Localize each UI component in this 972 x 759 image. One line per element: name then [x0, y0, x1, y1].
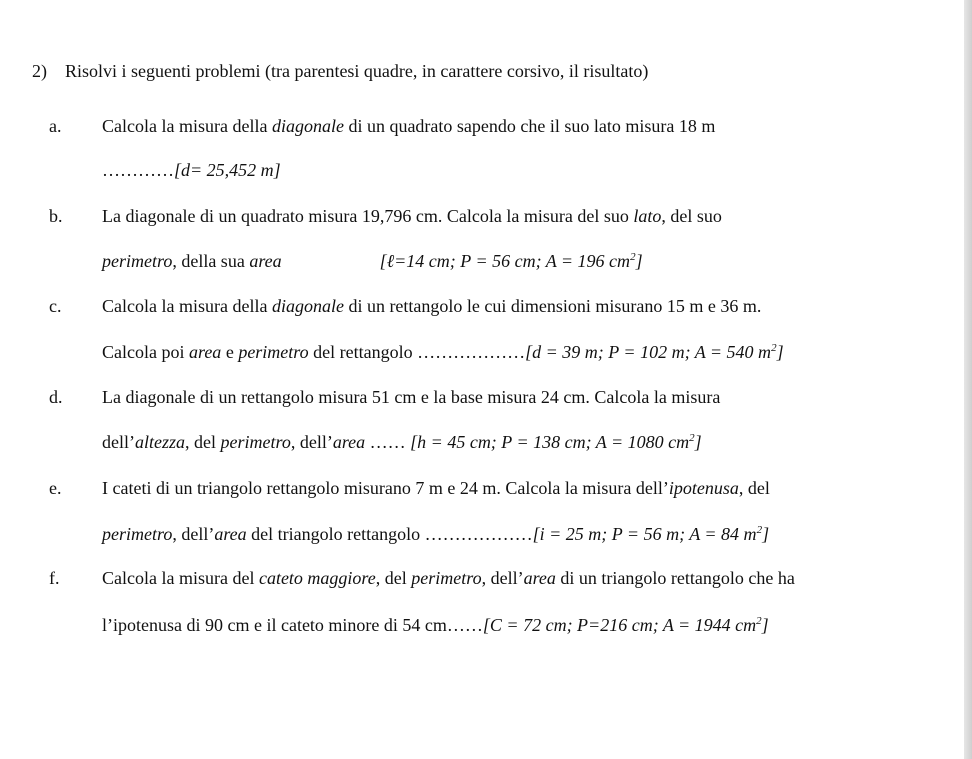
problem-f-letter: f. — [49, 568, 60, 588]
problem-a-answer-line — [102, 160, 281, 181]
problem-b-text: La diagonale di un quadrato misura 19,796 cm. Calcola la misura del suo lato, del suo — [102, 206, 722, 226]
problem-c-letter: c. — [49, 296, 62, 316]
problem-d-letter: d. — [49, 387, 63, 407]
problem-e-letter: e. — [49, 478, 62, 498]
problem-b-answer: [ℓ=14 cm; P = 56 cm; A = 196 $cm^2$] — [379, 251, 643, 271]
problem-a-answer: [d= 25,452 m] — [174, 160, 281, 180]
problem-f-answer-line: l’ipotenusa di 90 cm e il cateto minore di 54 cm……[C = 72 cm; P=216 cm; A = 1944 $cm^2$] — [102, 615, 769, 635]
problem-c-answer: [d = 39 m; P = 102 m; A = 540 $m^2$] — [525, 342, 784, 362]
answer-dots: ………… — [102, 160, 174, 180]
problem-e-answer-line: perimetro, dell’area del triangolo rettangolo ………………[i = 25 m; P = 56 m; A = 84 $m^2$] — [102, 524, 770, 544]
problem-f-answer: [C = 72 cm; P=216 cm; A = 1944 $cm^2$] — [482, 615, 769, 635]
exercise-number: 2) — [32, 61, 47, 81]
problem-b-answer-line: perimetro, della sua area [ℓ=14 cm; P = 56 cm; A = 196 $cm^2$] — [102, 251, 643, 271]
page-edge — [964, 0, 972, 759]
problem-c-answer-line: Calcola poi area e perimetro del rettangolo ………………[d = 39 m; P = 102 m; A = 540 $m^2$] — [102, 342, 784, 362]
exercise-heading — [32, 61, 648, 82]
problem-f-text: Calcola la misura del cateto maggiore, del perimetro, dell’area di un triangolo rettangolo che ha — [102, 568, 795, 588]
answer-dots: ……………… — [424, 524, 533, 544]
problem-b-letter: b. — [49, 206, 63, 226]
answer-dots: ……………… — [417, 342, 526, 362]
problem-d-answer-line: dell’altezza, del perimetro, dell’area …… [h = 45 cm; P = 138 cm; A = 1080 $cm^2$] — [102, 432, 702, 452]
problem-e-text: I cateti di un triangolo rettangolo misurano 7 m e 24 m. Calcola la misura dell’ipotenusa, del — [102, 478, 770, 498]
problem-c-text: Calcola la misura della diagonale di un rettangolo le cui dimensioni misurano 15 m e 36 m. — [102, 296, 762, 316]
exercise-instructions: Risolvi i seguenti problemi (tra parentesi quadre, in carattere corsivo, il risultato) — [65, 61, 649, 81]
problem-a-text: Calcola la misura della diagonale di un quadrato sapendo che il suo lato misura 18 m — [102, 116, 716, 136]
problem-d-answer: [h = 45 cm; P = 138 cm; A = 1080 $cm^2$] — [410, 432, 702, 452]
answer-dots: …… — [365, 432, 411, 452]
problem-d-text: La diagonale di un rettangolo misura 51 cm e la base misura 24 cm. Calcola la misura — [102, 387, 721, 407]
problem-e-answer: [i = 25 m; P = 56 m; A = 84 $m^2$] — [532, 524, 770, 544]
answer-dots: …… — [446, 615, 483, 635]
problem-a-letter: a. — [49, 116, 62, 136]
